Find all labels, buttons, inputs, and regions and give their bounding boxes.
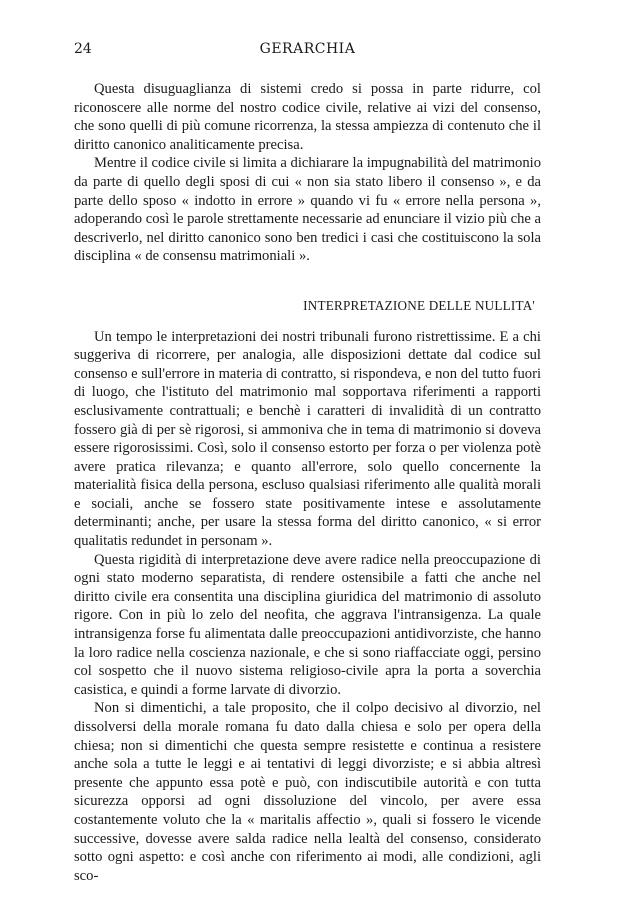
paragraph: Questa rigidità di interpretazione deve avere radice nella preoccupazione di ogni stato moderno separatista, di rendere ostensibile a fatti che anche nel diritto civile era consentita una disciplina giuridica del matrimonio di assoluto rigore. Con in più lo zelo del neofita, che aggrava l'intransigenza. La quale intransigenza forse fu alimentata dalle preoccupazioni antidivorziste, che hanno la loro radice nella coscienza nazionale, e che si sono riaffacciate oggi, persino col sospetto che il nuovo sistema religioso-civile apra la porta a soverchia casistica, e quindi a forme larvate di divorzio. (74, 551, 541, 698)
paragraph: Non si dimentichi, a tale proposito, che il colpo decisivo al divorzio, nel dissolversi della morale romana fu dato dalla chiesa e solo per opera della chiesa; non si dimentichi che questa sempre resistette e continua a resistere anche sola a tutte le leggi e ai tentativi di leggi divorziste; e si abbia altresì presente che appunto essa potè e può, con indiscutibile autorità e con tutta sicurezza opporsi ad ogni dissoluzione del vincolo, per avere essa costantemente voluto che la « maritalis affectio », quali si fossero le vicende successive, dovesse avere salda radice nella lealtà del consenso, considerato sotto ogni aspetto: e così anche con riferimento ai modi, alle condizioni, agli sco- (74, 700, 541, 884)
body-text (74, 80, 541, 885)
running-title: GERARCHIA (259, 41, 356, 57)
page-number: 24 (74, 41, 92, 57)
paragraph: Questa disuguaglianza di sistemi credo si possa in parte ridurre, col riconoscere alle norme del nostro codice civile, relative ai vizi del consenso, che sono quelli di più comune ricorrenza, la stessa ampiezza di contenuto che il diritto canonico analiticamente precisa. (74, 81, 541, 153)
paragraph: Un tempo le interpretazioni dei nostri tribunali furono ristrettissime. E a chi suggeriva di ricorrere, per analogia, alle disposizioni dettate dal codice sul consenso e sull'errore in materia di contratto, si rispondeva, e non del tutto fuori di luogo, che l'istituto del matrimonio mal sopportava riferimenti a rapporti esclusivamente contrattuali; e benchè i caratteri di invalidità di un contratto fossero già di per sè rigorosi, si ammoniva che in tema di matrimonio si doveva essere rigorosissimi. Così, solo il consenso estorto per forza o per violenza potè avere pratica rilevanza; e quanto all'errore, solo quello concernente la materialità fisica della persona, escluso qualsiasi riferimento alle qualità morali e sociali, anche se fossero state positivamente intese e assolutamente determinanti; anche, per usare la stessa forma del diritto canonico, « si error qualitatis redundet in personam ». (74, 328, 541, 550)
page-header (74, 41, 541, 61)
section-heading: INTERPRETAZIONE DELLE NULLITA' (303, 297, 535, 313)
paragraph: Mentre il codice civile si limita a dichiarare la impugnabilità del matrimonio da parte di quello degli sposi di cui « non sia stato libero il consenso », e da parte dello sposo « indotto in errore » quando vi fu « errore nella persona », adoperando così le parole strettamente necessarie ad enunciare il vizio più che a descriverlo, nel diritto canonico sono ben tredici i casi che costituiscono la sola disciplina « de consensu matrimoniali ». (74, 155, 541, 265)
